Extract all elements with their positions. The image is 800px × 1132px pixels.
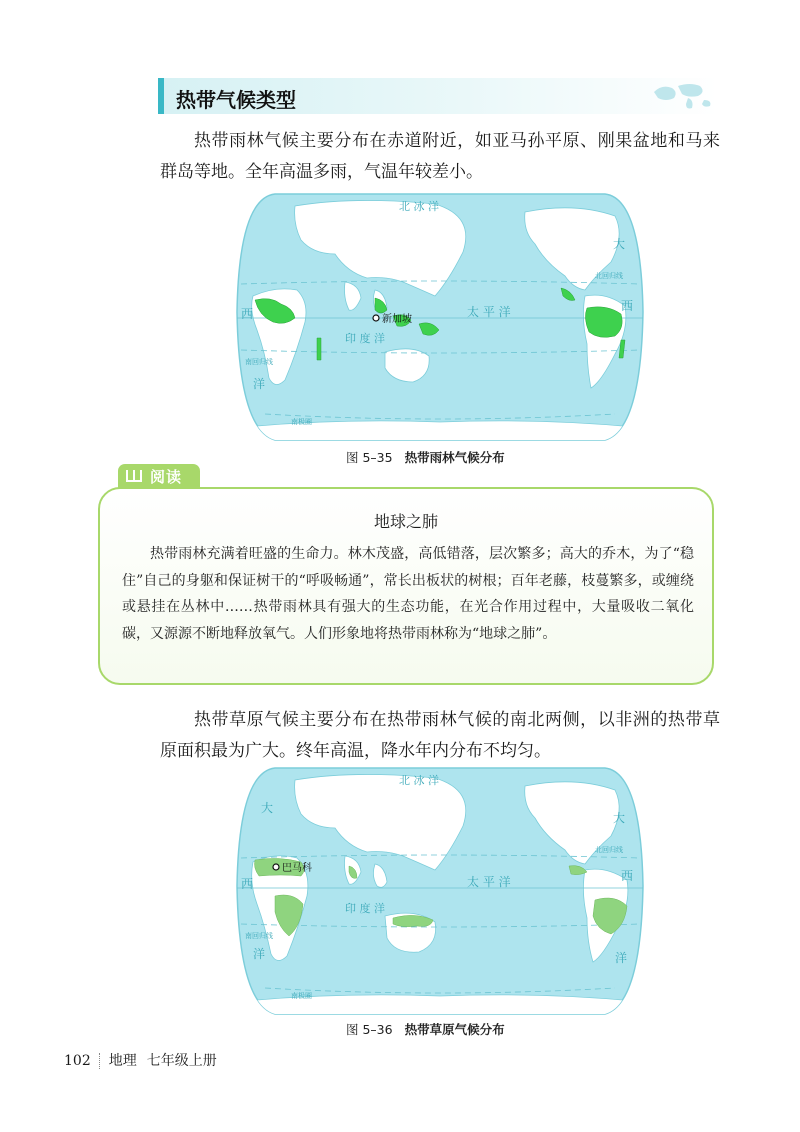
world-map-decoration-icon [648,78,718,114]
arctic-ocean-label: 北 冰 洋 [399,774,439,787]
singapore-label: 新加坡 [382,314,412,325]
tropic-north-label: 北回归线 [595,272,623,280]
reading-text: 热带雨林充满着旺盛的生命力。林木茂盛，高低错落，层次繁多；高大的乔木，为了“稳住”自己的身躯和保证树干的“呼吸畅通”，常长出板状的树根；百年老藤，枝蔓繁多，或缠绕或悬挂在丛林中……热带雨林具有强大的生态功能，在光合作用过程中，大量吸收二氧化碳，又源源不断地释放氧气。人们形象地将热带雨林称为“地球之肺”。 [122,546,694,642]
atlantic-east-label-2: 西 [621,869,634,883]
atlantic-west-label-3: 洋 [253,377,266,391]
reading-tab [118,464,200,488]
savanna-paragraph: 热带草原气候主要分布在热带雨林气候的南北两侧，以非洲的热带草原面积最为广大。终年高温，降水年内分布不均匀。 [160,710,720,761]
figure-caption-5-35 [346,448,505,466]
section-header [158,78,718,114]
tropic-south-label: 南回归线 [245,932,273,940]
page-number: 102 [64,1053,91,1069]
reading-box [98,487,714,685]
rainforest-eastafrica-strip [317,338,321,360]
atlantic-west-label-3: 洋 [253,947,266,961]
figure-caption-5-36 [346,1020,505,1038]
rainforest-paragraph: 热带雨林气候主要分布在赤道附近，如亚马孙平原、刚果盆地和马来群岛等地。全年高温多雨，气温年较差小。 [160,131,720,182]
atlantic-east-label-1: 大 [613,811,626,825]
reading-tab-label: 阅读 [150,468,183,486]
singapore-dot [373,315,379,321]
pacific-ocean-label: 太 平 洋 [467,305,511,319]
tropic-south-label: 南回归线 [245,358,273,366]
book-icon [126,470,142,482]
section-accent-bar [158,78,164,114]
antarctic-circle-label: 南极圈 [291,418,312,426]
rainforest-climate-map [235,192,645,442]
page-footer [64,1050,217,1070]
footer-divider [99,1053,101,1069]
pacific-ocean-label: 太 平 洋 [467,875,511,889]
bamako-label: 巴马科 [282,863,312,874]
caption-title: 热带草原气候分布 [404,1022,505,1037]
footer-subject: 地理 [108,1053,137,1069]
indian-ocean-label: 印 度 洋 [345,332,385,345]
caption-title: 热带雨林气候分布 [404,450,505,465]
atlantic-east-label-1: 大 [613,237,626,251]
atlantic-west-label-2: 西 [241,307,254,321]
antarctic-circle-label: 南极圈 [291,992,312,1000]
caption-number: 图 5–36 [346,1022,393,1037]
section-title: 热带气候类型 [176,88,296,112]
tropic-north-label: 北回归线 [595,846,623,854]
bamako-dot [273,864,279,870]
atlantic-west-label-2: 西 [241,877,254,891]
reading-title: 地球之肺 [373,512,438,531]
atlantic-west-label-1: 大 [261,801,274,815]
rainforest-amazon [585,307,622,337]
savanna-climate-map [235,766,645,1016]
footer-book: 七年级上册 [146,1053,217,1069]
caption-number: 图 5–35 [346,450,393,465]
arctic-ocean-label: 北 冰 洋 [399,200,439,213]
indian-ocean-label: 印 度 洋 [345,902,385,915]
atlantic-east-label-2: 西 [621,299,634,313]
atlantic-east-label-3: 洋 [615,951,628,965]
